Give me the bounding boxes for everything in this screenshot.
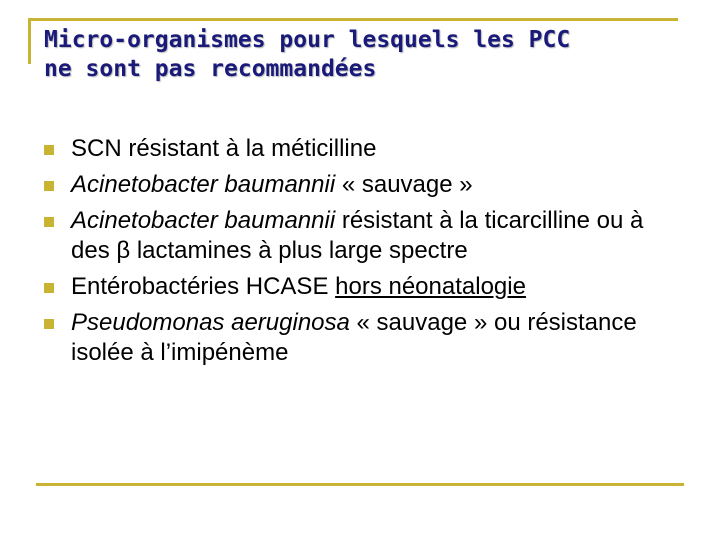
square-bullet-icon xyxy=(44,319,54,329)
square-bullet-icon xyxy=(44,145,54,155)
bullet-item-acinetobacter-resistant xyxy=(44,206,684,266)
bullet-text: SCN résistant à la méticilline xyxy=(71,135,377,162)
bullet-organism-name: Pseudomonas aeruginosa xyxy=(71,309,350,336)
bullet-text: « sauvage » ou résistance isolée à l’imipénème xyxy=(71,309,637,366)
square-bullet-icon xyxy=(44,181,54,191)
square-bullet-icon xyxy=(44,217,54,227)
slide-title xyxy=(44,26,684,84)
title-bracket-vertical xyxy=(28,18,31,64)
slide-title-line-2: ne sont pas recommandées xyxy=(44,56,377,82)
bullet-text: Entérobactéries HCASE xyxy=(71,273,336,300)
title-bracket-horizontal xyxy=(28,18,678,21)
bottom-divider xyxy=(36,483,684,486)
bullet-item-pseudomonas xyxy=(44,308,684,368)
bullet-organism-name: Acinetobacter baumannii xyxy=(71,171,336,198)
bullet-text: « sauvage » xyxy=(335,171,473,198)
bullet-underlined-text: hors néonatalogie xyxy=(335,273,526,300)
bullet-item-acinetobacter-sauvage xyxy=(44,170,684,200)
square-bullet-icon xyxy=(44,283,54,293)
bullet-list xyxy=(44,134,684,374)
bullet-item-enterobacteries xyxy=(44,272,684,302)
bullet-text: résistant à la ticarcilline ou à des β lactamines à plus large spectre xyxy=(71,207,644,264)
bullet-item-scn xyxy=(44,134,684,164)
bullet-organism-name: Acinetobacter baumannii xyxy=(71,207,336,234)
slide-title-line-1: Micro-organismes pour lesquels les PCC xyxy=(44,27,571,53)
